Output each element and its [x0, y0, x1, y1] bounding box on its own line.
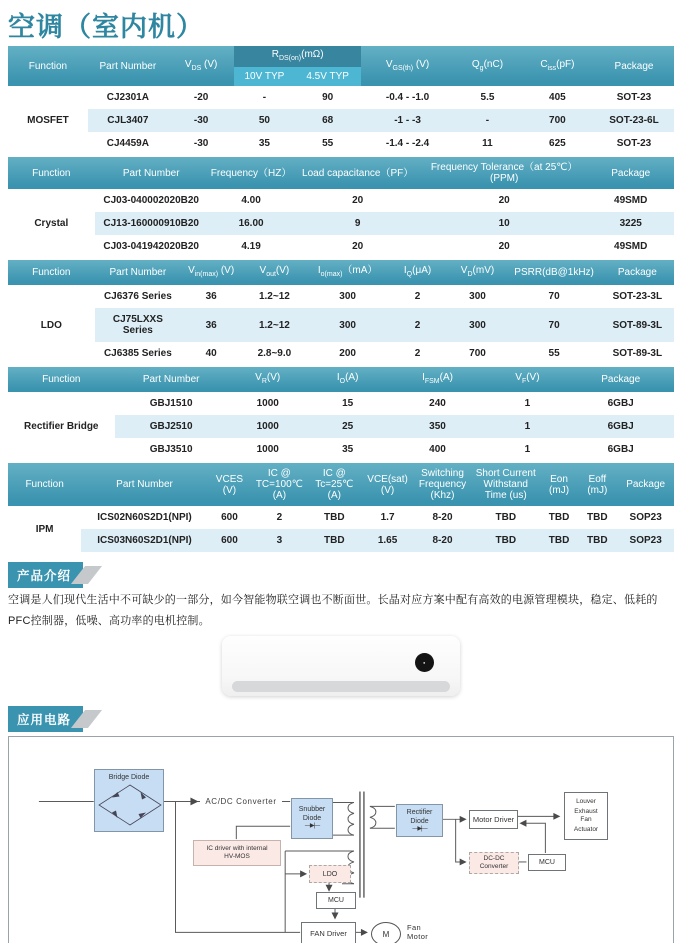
table-row — [8, 132, 674, 155]
ldo-box — [309, 865, 351, 883]
column-header: IC @ TC=100℃ (A) — [251, 463, 308, 506]
cell: 70 — [507, 308, 600, 342]
table-ipm — [8, 463, 674, 552]
cell: 1 — [487, 438, 567, 461]
column-header: Package — [594, 46, 674, 86]
acdc-converter-label: AC/DC Converter — [200, 795, 282, 808]
rectifier-diode-label-1: Rectifier — [406, 809, 433, 816]
column-header: Eon (mJ) — [541, 463, 578, 506]
louver-label: Louver — [576, 798, 596, 805]
cell: 1 — [487, 392, 567, 415]
cell: 1.2~12 — [241, 308, 308, 342]
cell: 1.2~12 — [241, 285, 308, 308]
cell: SOT-89-3L — [601, 342, 674, 365]
cell: SOP23 — [617, 506, 674, 529]
fan-driver-label: FAN Driver — [310, 929, 347, 938]
column-header: Package — [587, 157, 674, 189]
column-header: Eoff (mJ) — [577, 463, 617, 506]
dcdc-converter-box — [469, 852, 519, 874]
cell: 20 — [421, 235, 588, 258]
ldo-label: LDO — [322, 870, 338, 878]
column-header: $V_{out}(V)$ — [241, 260, 308, 285]
cell: 49SMD — [587, 235, 674, 258]
cell: 90 — [294, 86, 361, 109]
bridge-diode-label: Bridge Diode — [108, 774, 150, 781]
fan-motor-label-1: Fan — [407, 923, 422, 932]
column-subheader: 4.5V TYP — [294, 67, 361, 86]
cell: 70 — [507, 285, 600, 308]
cell: 4.19 — [208, 235, 295, 258]
cell: 300 — [448, 285, 508, 308]
cell: TBD — [577, 506, 617, 529]
column-header: Part Number — [95, 157, 208, 189]
cell: 6GBJ — [567, 415, 674, 438]
cell: 55 — [294, 132, 361, 155]
column-header: $I_Q(\mu A)$ — [388, 260, 448, 285]
dcdc-label-2: Converter — [479, 863, 509, 870]
column-header: Part Number — [95, 260, 182, 285]
fan-driver-box — [301, 922, 356, 943]
cell: 2 — [251, 506, 308, 529]
application-circuit-diagram — [8, 736, 674, 943]
air-conditioner-image — [222, 636, 460, 696]
cell: 2 — [388, 308, 448, 342]
cell: 49SMD — [587, 189, 674, 212]
dcdc-label-1: DC-DC — [483, 855, 505, 862]
column-header: Package — [567, 367, 674, 392]
ic-driver-label-2: HV-MOS — [224, 853, 250, 860]
ipm-table-section — [8, 463, 674, 552]
column-header: $I_O(A)$ — [308, 367, 388, 392]
cell: -30 — [168, 109, 235, 132]
cell: 16.00 — [208, 212, 295, 235]
rectifier-bridge-table-section — [8, 367, 674, 461]
cell: 4.00 — [208, 189, 295, 212]
cell: 2 — [388, 342, 448, 365]
actuator-label: Actuator — [573, 826, 599, 833]
cell: -30 — [168, 132, 235, 155]
cell: 20 — [294, 235, 421, 258]
cell: 2.8~9.0 — [241, 342, 308, 365]
mcu-label: MCU — [328, 897, 344, 904]
cell: - — [234, 86, 294, 109]
function-cell: MOSFET — [8, 86, 88, 155]
column-header: Function — [8, 463, 81, 506]
cell: CJ75LXXS Series — [95, 308, 182, 342]
column-header: $V_R(V)$ — [228, 367, 308, 392]
cell: -1.4 - -2.4 — [361, 132, 454, 155]
cell: 20 — [294, 189, 421, 212]
column-header: VCES (V) — [208, 463, 251, 506]
function-cell: Rectifier Bridge — [8, 392, 115, 461]
cell: 35 — [308, 438, 388, 461]
cell: 5.5 — [454, 86, 521, 109]
ic-driver-box — [193, 840, 281, 866]
cell: 10 — [421, 212, 588, 235]
column-header: Function — [8, 260, 95, 285]
snubber-diode-box — [291, 798, 333, 839]
column-header: $V_{GS(th)}$ (V) — [361, 46, 454, 86]
cell: 1000 — [228, 438, 308, 461]
bridge-diode-box — [94, 769, 164, 832]
cell: GBJ2510 — [115, 415, 228, 438]
table-mosfet — [8, 46, 674, 155]
cell: 350 — [388, 415, 488, 438]
circuit-section-header — [8, 706, 674, 728]
cell: GBJ1510 — [115, 392, 228, 415]
table-rectifier-bridge — [8, 367, 674, 461]
cell: CJ13-160000910B20 — [95, 212, 208, 235]
cell: 400 — [388, 438, 488, 461]
cell: 200 — [308, 342, 388, 365]
table-row — [8, 529, 674, 552]
rectifier-diode-label-2: Diode — [410, 818, 429, 825]
cell: ICS03N60S2D1(NPI) — [81, 529, 208, 552]
cell: 68 — [294, 109, 361, 132]
table-row — [8, 285, 674, 308]
cell: SOT-23 — [594, 132, 674, 155]
cell: TBD — [308, 506, 361, 529]
column-header: Part Number — [81, 463, 208, 506]
column-header: $I_{FSM}(A)$ — [388, 367, 488, 392]
column-header: PSRR(dB@1kHz) — [507, 260, 600, 285]
cell: CJ6385 Series — [95, 342, 182, 365]
cell: ICS02N60S2D1(NPI) — [81, 506, 208, 529]
cell: 6GBJ — [567, 438, 674, 461]
cell: 36 — [181, 308, 241, 342]
cell: 300 — [308, 308, 388, 342]
cell: -1 - -3 — [361, 109, 454, 132]
cell: 50 — [234, 109, 294, 132]
column-header: $V_D(mV)$ — [448, 260, 508, 285]
cell: 1000 — [228, 415, 308, 438]
fan-motor-label-2: Motor — [407, 932, 429, 941]
cell: TBD — [541, 529, 578, 552]
snubber-diode-label-2: Diode — [302, 815, 322, 822]
cell: 1000 — [228, 392, 308, 415]
column-header: $C_{iss}(pF)$ — [521, 46, 594, 86]
crystal-table-section — [8, 157, 674, 258]
page-title: 空调（室内机） — [8, 12, 204, 42]
louver-actuator-box — [564, 792, 608, 840]
cell: 9 — [294, 212, 421, 235]
cell: SOP23 — [617, 529, 674, 552]
intro-section-header — [8, 562, 674, 584]
ic-driver-label-1: IC driver with internal — [206, 845, 268, 852]
motor-driver-label: Motor Driver — [472, 815, 515, 824]
ac-display: ● — [415, 653, 434, 672]
column-header: Function — [8, 157, 95, 189]
column-header: VCE(sat) (V) — [361, 463, 414, 506]
table-crystal — [8, 157, 674, 258]
column-header: Short Current Withstand Time (us) — [471, 463, 541, 506]
cell: 405 — [521, 86, 594, 109]
column-header: Frequency（HZ） — [208, 157, 295, 189]
cell: 600 — [208, 529, 251, 552]
cell: GBJ3510 — [115, 438, 228, 461]
intro-badge: 产品介绍 — [8, 562, 83, 588]
table-row — [8, 212, 674, 235]
circuit-wires — [9, 737, 673, 943]
table-row — [8, 109, 674, 132]
cell: SOT-23-3L — [601, 285, 674, 308]
motor-m-label: M — [382, 929, 390, 939]
cell: 600 — [208, 506, 251, 529]
cell: 1.7 — [361, 506, 414, 529]
column-header: Function — [8, 367, 115, 392]
cell: 20 — [421, 189, 588, 212]
cell: CJ2301A — [88, 86, 168, 109]
cell: 3225 — [587, 212, 674, 235]
column-header: Function — [8, 46, 88, 86]
mcu-label: MCU — [539, 859, 555, 866]
cell: CJ03-041942020B20 — [95, 235, 208, 258]
column-header: Switching Frequency (Khz) — [414, 463, 471, 506]
cell: 700 — [448, 342, 508, 365]
diode-symbol-icon: —▶|— — [412, 826, 427, 832]
column-header: Part Number — [115, 367, 228, 392]
table-row — [8, 235, 674, 258]
cell: SOT-89-3L — [601, 308, 674, 342]
cell: 300 — [448, 308, 508, 342]
table-row — [8, 392, 674, 415]
cell: SOT-23-6L — [594, 109, 674, 132]
ldo-table-section — [8, 260, 674, 365]
cell: -20 — [168, 86, 235, 109]
rectifier-diode-box — [396, 804, 443, 837]
cell: TBD — [471, 529, 541, 552]
cell: 3 — [251, 529, 308, 552]
column-header: Load capacitance（PF） — [294, 157, 421, 189]
cell: 8-20 — [414, 529, 471, 552]
column-header: $V_{in(max)}$ (V) — [181, 260, 241, 285]
cell: TBD — [308, 529, 361, 552]
column-header: IC @ Tc=25℃ (A) — [308, 463, 361, 506]
column-header: $V_{DS}$ (V) — [168, 46, 235, 86]
cell: TBD — [541, 506, 578, 529]
ac-vent — [232, 681, 450, 692]
cell: 1.65 — [361, 529, 414, 552]
table-row — [8, 308, 674, 342]
cell: - — [454, 109, 521, 132]
function-cell: IPM — [8, 506, 81, 552]
bridge-diode-icon — [95, 782, 165, 828]
cell: 240 — [388, 392, 488, 415]
mcu-box-lower — [316, 892, 356, 909]
table-row — [8, 506, 674, 529]
cell: -0.4 - -1.0 — [361, 86, 454, 109]
column-header: $I_{o(max)}(mA)$ — [308, 260, 388, 285]
diode-symbol-icon: —▶|— — [304, 823, 320, 829]
snubber-diode-label-1: Snubber — [298, 806, 326, 813]
cell: 1 — [487, 415, 567, 438]
cell: 55 — [507, 342, 600, 365]
column-header: $V_F(V)$ — [487, 367, 567, 392]
fan-motor-label — [407, 923, 428, 941]
column-header: $R_{DS(on)}(m\Omega)$ — [234, 46, 361, 67]
cell: 625 — [521, 132, 594, 155]
cell: 40 — [181, 342, 241, 365]
cell: 300 — [308, 285, 388, 308]
table-row — [8, 86, 674, 109]
table-row — [8, 342, 674, 365]
mosfet-table-section — [8, 46, 674, 155]
cell: CJ4459A — [88, 132, 168, 155]
cell: TBD — [577, 529, 617, 552]
cell: CJL3407 — [88, 109, 168, 132]
exhaust-label: Exhaust — [574, 808, 598, 815]
cell: 25 — [308, 415, 388, 438]
column-subheader: 10V TYP — [234, 67, 294, 86]
circuit-badge: 应用电路 — [8, 706, 83, 732]
cell: SOT-23 — [594, 86, 674, 109]
function-cell: LDO — [8, 285, 95, 365]
motor-driver-box — [469, 810, 518, 829]
cell: TBD — [471, 506, 541, 529]
mcu-box-right — [528, 854, 566, 871]
cell: 700 — [521, 109, 594, 132]
cell: 11 — [454, 132, 521, 155]
cell: CJ6376 Series — [95, 285, 182, 308]
cell: 15 — [308, 392, 388, 415]
intro-paragraph: 空调是人们现代生活中不可缺少的一部分，如今智能物联空调也不断面世。长晶对应方案中配有高效的电源管理模块，稳定、低耗的PFC控制器，低噪、高功率的电机控制。 — [8, 594, 658, 627]
cell: CJ03-040002020B20 — [95, 189, 208, 212]
column-header: Package — [617, 463, 674, 506]
table-ldo — [8, 260, 674, 365]
fan-label: Fan — [580, 816, 592, 823]
cell: 36 — [181, 285, 241, 308]
function-cell: Crystal — [8, 189, 95, 258]
table-row — [8, 189, 674, 212]
motor-circle — [371, 922, 401, 943]
column-header: Frequency Tolerance（at 25℃）(PPM) — [421, 157, 588, 189]
column-header: Package — [601, 260, 674, 285]
column-header: Part Number — [88, 46, 168, 86]
column-header: $Q_g(nC)$ — [454, 46, 521, 86]
cell: 2 — [388, 285, 448, 308]
cell: 35 — [234, 132, 294, 155]
cell: 8-20 — [414, 506, 471, 529]
cell: 6GBJ — [567, 392, 674, 415]
